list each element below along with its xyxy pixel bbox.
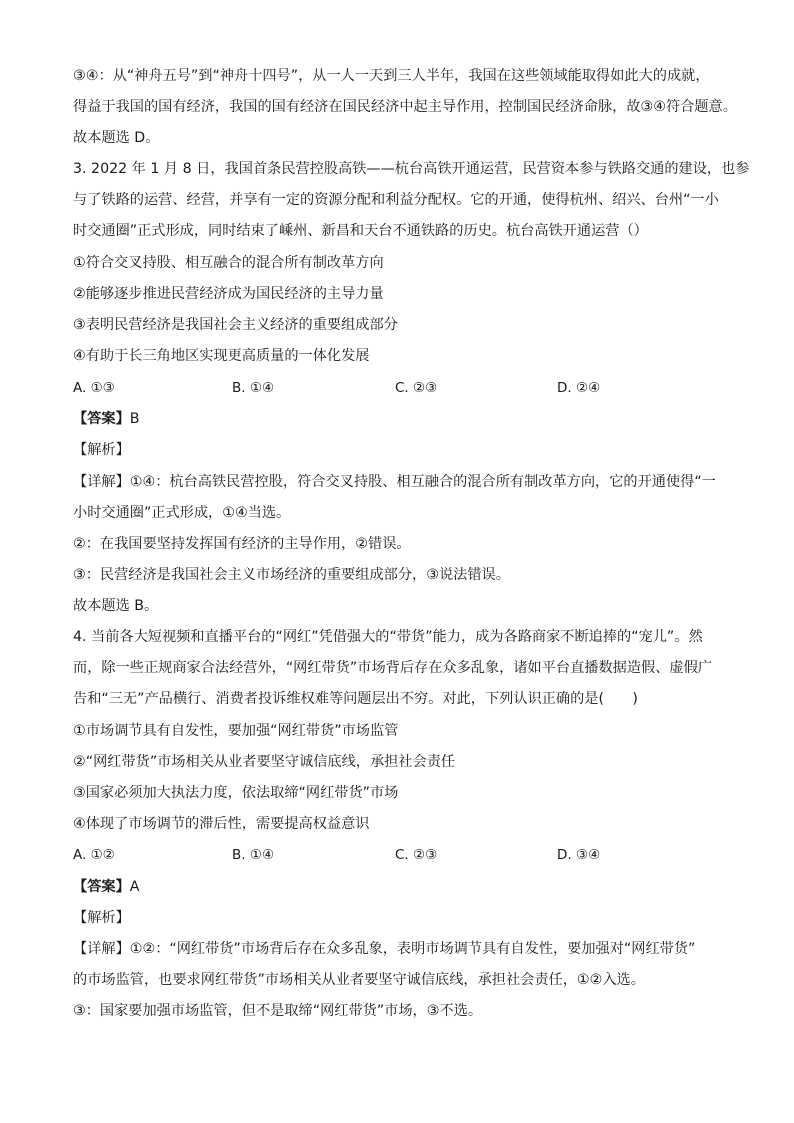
q4-detail-line-3: ③：国家要加强市场监管，但不是取缔“网红带货”市场，③不选。 [73,1003,483,1019]
q4-stem-line-1: 4. 当前各大短视频和直播平台的“网红”凭借强大的“带货”能力，成为各路商家不断追捧的“宠儿”。然 [73,629,703,645]
q4-detail-line-1 [73,939,724,959]
q4-answer [73,877,724,897]
q4-option-d: D. ③④ [557,847,601,863]
q3-detail-line-1 [73,472,724,492]
prev-conclusion: 故本题选 D。 [73,130,160,146]
q4-option-c: C. ②③ [395,847,438,863]
q3-statement-4: ④有助于长三角地区实现更高质量的一体化发展 [73,348,370,364]
q4-statement-4: ④体现了市场调节的滞后性，需要提高权益意识 [73,816,370,832]
q3-answer [73,409,724,429]
q3-option-c: C. ②③ [395,380,438,396]
q4-stem-line-3: 告和“三无”产品横行、消费者投诉维权难等问题层出不穷。对此，下列认识正确的是( ) [73,691,638,707]
q3-analysis-heading: 【解析】 [73,442,130,458]
q3-stem-line-1: 3. 2022 年 1 月 8 日，我国首条民营控股高铁——杭台高铁开通运营，民营资本参与铁路交通的建设，也参 [73,161,750,177]
q3-conclusion: 故本题选 B。 [73,598,159,614]
q4-option-b: B. ①④ [232,847,275,863]
q3-option-d: D. ②④ [557,380,601,396]
detail-tag: 【详解】 [73,474,130,490]
q3-detail-line-2: 小时交通圈”正式形成，①④当选。 [73,505,291,521]
q4-option-a: A. ①② [73,847,115,863]
q3-statement-1: ①符合交叉持股、相互融合的混合所有制改革方向 [73,255,384,271]
q4-statement-1: ①市场调节具有自发性，要加强“网红带货”市场监管 [73,723,399,739]
detail-text: ①②：“网红带货”市场背后存在众多乱象，表明市场调节具有自发性，要加强对“网红带货” [129,941,696,957]
prev-analysis-line-2: 得益于我国的国有经济，我国的国有经济在国民经济中起主导作用，控制国民经济命脉，故③④符合题意。 [73,99,737,115]
q4-analysis-heading: 【解析】 [73,910,130,926]
q4-statement-2: ②“网红带货”市场相关从业者要坚守诚信底线，承担社会责任 [73,754,456,770]
answer-tag: 【答案】 [73,411,130,427]
q3-stem-line-2: 与了铁路的运营、经营，并享有一定的资源分配和利益分配权。它的开通，使得杭州、绍兴、台州“一小 [73,192,719,208]
q4-statement-3: ③国家必须加大执法力度，依法取缔“网红带货”市场 [73,785,399,801]
q3-option-a: A. ①③ [73,380,115,396]
prev-analysis-line-1: ③④：从“神舟五号”到“神舟十四号”，从一人一天到三人半年，我国在这些领域能取得如此大的成就， [73,68,710,84]
detail-tag: 【详解】 [73,941,130,957]
q4-stem-line-2: 而，除一些正规商家合法经营外，“网红带货”市场背后存在众多乱象，诸如平台直播数据造假、虚假广 [73,660,712,676]
q3-statement-2: ②能够逐步推进民营经济成为国民经济的主导力量 [73,286,384,302]
answer-value: A [129,879,140,895]
q4-detail-line-2: 的市场监管，也要求网红带货”市场相关从业者要坚守诚信底线，承担社会责任，①②入选。 [73,972,645,988]
q3-statement-3: ③表明民营经济是我国社会主义经济的重要组成部分 [73,317,398,333]
q3-detail-line-4: ③：民营经济是我国社会主义市场经济的重要组成部分，③说法错误。 [73,567,510,583]
q3-option-b: B. ①④ [232,380,275,396]
q3-detail-line-3: ②：在我国要坚持发挥国有经济的主导作用，②错误。 [73,536,411,552]
answer-tag: 【答案】 [73,879,130,895]
q3-stem-line-3: 时交通圈”正式形成，同时结束了嵊州、新昌和天台不通铁路的历史。杭台高铁开通运营（） [73,223,648,239]
answer-value: B [129,411,140,427]
detail-text: ①④：杭台高铁民营控股，符合交叉持股、相互融合的混合所有制改革方向，它的开通使得“一 [129,474,716,490]
